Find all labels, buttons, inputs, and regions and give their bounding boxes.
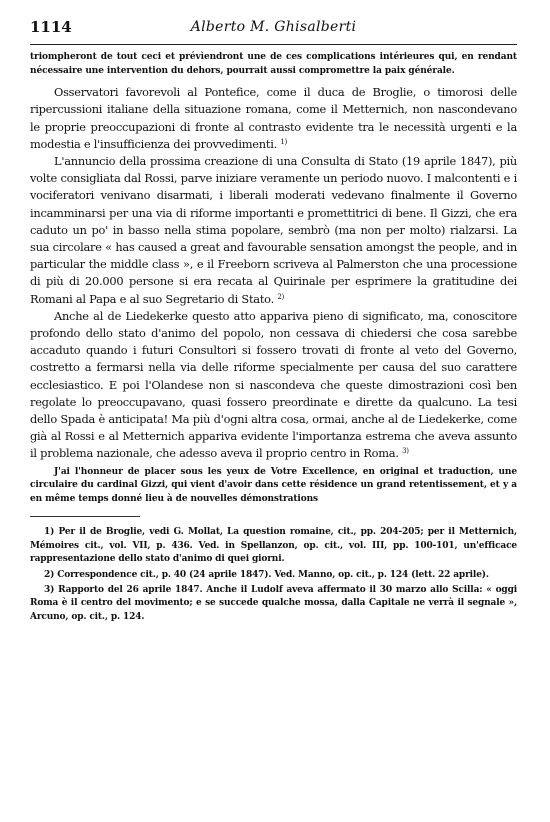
quote-continuation: triompheront de tout ceci et prévìendront une de ces complications intérieures qui, en rendant nécessaire une intervention du dehors, pourrait aussi compromettre la paix générale. bbox=[30, 52, 517, 76]
footnote-3: 3) Rapporto del 26 aprile 1847. Anche il Ludolf aveva affermato il 30 marzo allo Scilla: « oggi Roma è il centro del movimento; e se succede qualche mossa, dalla Capitale ne verrà il segnale », Arcuno, op. cit., p. 124. bbox=[30, 585, 517, 622]
footnote-rule bbox=[30, 516, 140, 517]
page-header bbox=[30, 18, 517, 42]
header-rule bbox=[30, 44, 517, 45]
paragraph-text: Osservatori favorevoli al Pontefice, come il duca de Broglie, o timorosi delle ripercussioni italiane della situazione romana, come il Metternich, non nascondevano le proprie preoccupazioni di fronte al contrasto evidente tra le necessità urgenti e la modestia e l'insufficienza dei provvedimenti. bbox=[30, 85, 517, 151]
paragraph-3 bbox=[30, 308, 517, 463]
note-ref: 2) bbox=[277, 292, 285, 301]
footnotes bbox=[30, 526, 517, 624]
paragraph-2 bbox=[30, 153, 517, 308]
note-ref: 3) bbox=[402, 447, 409, 456]
page-number: 1114 bbox=[30, 18, 72, 36]
paragraph-1 bbox=[30, 84, 517, 153]
footnote-2: 2) Correspondence cit., p. 40 (24 aprile 1847). Ved. Manno, op. cit., p. 124 (lett. 22 aprile). bbox=[44, 569, 489, 580]
note-ref: 1) bbox=[280, 137, 288, 146]
paragraph-text: L'annuncio della prossima creazione di una Consulta di Stato (19 aprile 1847), più volte consigliata dal Rossi, parve iniziare veramente un periodo nuovo. I malcontenti e i vociferatori venivano disarmati, i liberali moderati vedevano finalmente il Governo incamminarsi per una via di riforme importanti e promettitrici di bene. Il Gizzi, che era caduto un po' in basso nella stima popolare, sembrò (ma non per molto) rialzarsi. La sua circolare « has caused a great and favourable sensation amongst the people, and in particular the middle class », e il Freeborn scriveva al Palmerston che una processione di più di 20.000 persone si era recata al Quirinale per esprimere la gratitudine dei Romani al Papa e al suo Segretario di Stato. bbox=[30, 154, 517, 306]
paragraph-text: Anche al de Liedekerke questo atto appariva pieno di significato, ma, conoscitore profondo dello stato d'animo del popolo, non cessava di chiedersi che cosa sarebbe accaduto quando i futuri Consultori si fossero trovati di fronte al veto del Governo, costretto a fermarsi nella via delle riforme specialmente per causa del suo carattere ecclesiastico. E poi l'Olandese non si nascondeva che queste dimostrazioni così ben regolate lo preoccupavano, quasi fossero preordinate e dirette da qualcuno. La tesi dello Spada è anticipata! Ma più d'ogni altra cosa, ormai, anche al de Liedekerke, come già al Rossi e al Metternich appariva evidente l'importanza estrema che aveva assunto il problema nazionale, che adesso aveva il proprio centro in Roma. bbox=[30, 308, 517, 461]
french-quote: J'ai l'honneur de placer sous les yeux de Votre Excellence, en original et traduction, une circulaire du cardinal Gizzi, qui vient d'avoir dans cette résidence un grand retentissement, et y a en même temps donné lieu à de nouvelles démonstrations bbox=[30, 466, 517, 504]
footnote-1: 1) Per il de Broglie, vedi G. Mollat, La question romaine, cit., pp. 204-205; per il Metternich, Mémoires cit., vol. VII, p. 436. Ved. in Spellanzon, op. cit., vol. III, pp. 100-101, un'efficace rappresentazione dello stato d'animo di quei giorni. bbox=[30, 527, 517, 565]
main-text bbox=[30, 84, 517, 462]
running-head: Alberto M. Ghisalberti bbox=[190, 19, 357, 35]
